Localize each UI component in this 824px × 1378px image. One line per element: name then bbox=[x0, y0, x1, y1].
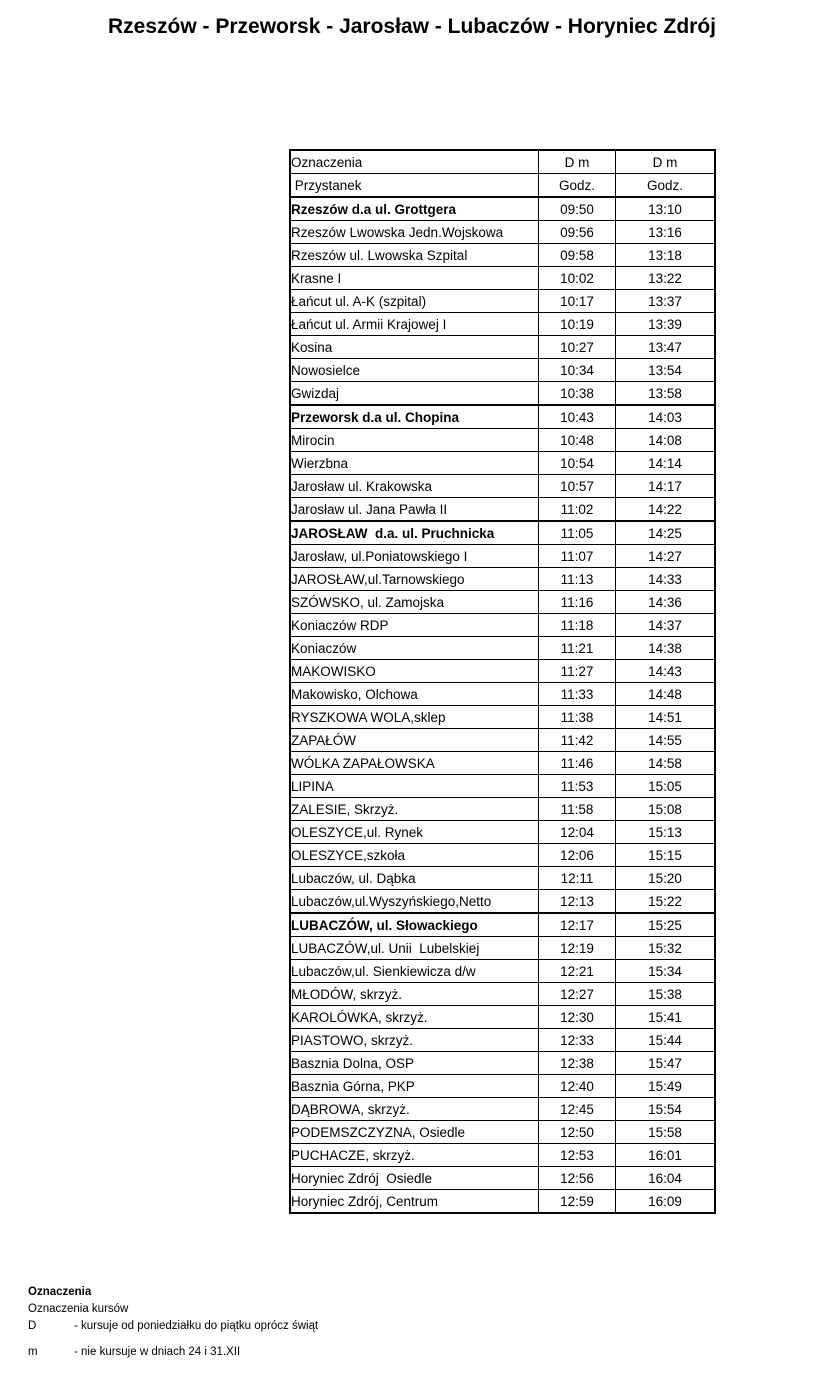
stop-name-cell: DĄBROWA, skrzyż. bbox=[290, 1098, 539, 1121]
time-cell-1: 10:19 bbox=[539, 313, 616, 336]
time-cell-2: 13:18 bbox=[616, 244, 716, 267]
time-cell-1: 09:56 bbox=[539, 221, 616, 244]
stop-name-cell: JAROSŁAW d.a. ul. Pruchnicka bbox=[290, 521, 539, 545]
time-cell-1: 11:21 bbox=[539, 637, 616, 660]
time-cell-2: 14:17 bbox=[616, 475, 716, 498]
table-row bbox=[290, 983, 715, 1006]
legend-item bbox=[28, 1344, 318, 1361]
table-row bbox=[290, 706, 715, 729]
time-cell-2: 15:41 bbox=[616, 1006, 716, 1029]
stop-name-cell: Koniaczów RDP bbox=[290, 614, 539, 637]
time-cell-1: 12:30 bbox=[539, 1006, 616, 1029]
table-row bbox=[290, 1121, 715, 1144]
time-cell-1: 12:33 bbox=[539, 1029, 616, 1052]
time-cell-2: 13:47 bbox=[616, 336, 716, 359]
stop-name-cell: Gwizdaj bbox=[290, 382, 539, 406]
table-row bbox=[290, 1052, 715, 1075]
stop-name-cell: Łańcut ul. Armii Krajowej I bbox=[290, 313, 539, 336]
time-cell-1: 09:58 bbox=[539, 244, 616, 267]
stop-name-cell: Wierzbna bbox=[290, 452, 539, 475]
time-cell-2: 14:22 bbox=[616, 498, 716, 522]
table-row bbox=[290, 960, 715, 983]
table-row bbox=[290, 1167, 715, 1190]
stop-name-cell: MAKOWISKO bbox=[290, 660, 539, 683]
stop-name-cell: JAROSŁAW,ul.Tarnowskiego bbox=[290, 568, 539, 591]
time-cell-1: 11:46 bbox=[539, 752, 616, 775]
legend-heading: Oznaczenia bbox=[28, 1286, 92, 1298]
table-row bbox=[290, 221, 715, 244]
time-cell-1: 10:48 bbox=[539, 429, 616, 452]
table-row bbox=[290, 1144, 715, 1167]
time-cell-2: 15:58 bbox=[616, 1121, 716, 1144]
time-cell-1: 11:07 bbox=[539, 545, 616, 568]
time-cell-2: 15:32 bbox=[616, 937, 716, 960]
column-header-przystanek: Przystanek bbox=[290, 174, 539, 198]
table-row bbox=[290, 359, 715, 382]
time-cell-1: 11:05 bbox=[539, 521, 616, 545]
time-cell-2: 13:10 bbox=[616, 197, 716, 221]
column-header-godz-2: Godz. bbox=[616, 174, 716, 198]
time-cell-2: 15:34 bbox=[616, 960, 716, 983]
time-cell-1: 12:53 bbox=[539, 1144, 616, 1167]
page-title: Rzeszów - Przeworsk - Jarosław - Lubaczów - Horyniec Zdrój bbox=[108, 15, 716, 38]
stop-name-cell: Nowosielce bbox=[290, 359, 539, 382]
time-cell-2: 15:22 bbox=[616, 890, 716, 914]
table-row bbox=[290, 568, 715, 591]
table-row bbox=[290, 429, 715, 452]
table-row bbox=[290, 775, 715, 798]
legend bbox=[28, 1284, 318, 1361]
time-cell-1: 12:04 bbox=[539, 821, 616, 844]
time-cell-1: 11:42 bbox=[539, 729, 616, 752]
stop-name-cell: Jarosław ul. Jana Pawła II bbox=[290, 498, 539, 522]
stop-name-cell: ZAPAŁÓW bbox=[290, 729, 539, 752]
column-header-dm-1: D m bbox=[539, 150, 616, 174]
stop-name-cell: MŁODÓW, skrzyż. bbox=[290, 983, 539, 1006]
time-cell-1: 12:59 bbox=[539, 1190, 616, 1214]
time-cell-1: 11:58 bbox=[539, 798, 616, 821]
column-header-oznaczenia: Oznaczenia bbox=[290, 150, 539, 174]
table-row bbox=[290, 475, 715, 498]
time-cell-1: 12:11 bbox=[539, 867, 616, 890]
table-row bbox=[290, 913, 715, 937]
table-row bbox=[290, 521, 715, 545]
legend-item bbox=[28, 1318, 318, 1335]
table-row bbox=[290, 267, 715, 290]
stop-name-cell: Łańcut ul. A-K (szpital) bbox=[290, 290, 539, 313]
time-cell-1: 12:40 bbox=[539, 1075, 616, 1098]
time-cell-2: 14:48 bbox=[616, 683, 716, 706]
time-cell-2: 14:27 bbox=[616, 545, 716, 568]
table-row bbox=[290, 545, 715, 568]
time-cell-1: 09:50 bbox=[539, 197, 616, 221]
time-cell-2: 14:58 bbox=[616, 752, 716, 775]
header-row-stops bbox=[290, 174, 715, 198]
time-cell-2: 14:36 bbox=[616, 591, 716, 614]
time-cell-2: 14:55 bbox=[616, 729, 716, 752]
timetable-table bbox=[289, 149, 716, 1214]
table-row bbox=[290, 405, 715, 429]
stop-name-cell: Rzeszów Lwowska Jedn.Wojskowa bbox=[290, 221, 539, 244]
table-row bbox=[290, 660, 715, 683]
stop-name-cell: Mirocin bbox=[290, 429, 539, 452]
time-cell-1: 10:02 bbox=[539, 267, 616, 290]
stop-name-cell: Lubaczów,ul. Sienkiewicza d/w bbox=[290, 960, 539, 983]
table-row bbox=[290, 752, 715, 775]
table-row bbox=[290, 867, 715, 890]
stop-name-cell: RYSZKOWA WOLA,sklep bbox=[290, 706, 539, 729]
time-cell-1: 11:33 bbox=[539, 683, 616, 706]
time-cell-1: 10:54 bbox=[539, 452, 616, 475]
stop-name-cell: ZALESIE, Skrzyż. bbox=[290, 798, 539, 821]
time-cell-1: 12:27 bbox=[539, 983, 616, 1006]
legend-symbol: D bbox=[28, 1320, 37, 1332]
time-cell-2: 13:22 bbox=[616, 267, 716, 290]
table-row bbox=[290, 614, 715, 637]
timetable bbox=[289, 149, 716, 1214]
stop-name-cell: OLESZYCE,szkoła bbox=[290, 844, 539, 867]
stop-name-cell: Horyniec Zdrój Osiedle bbox=[290, 1167, 539, 1190]
stop-name-cell: LUBACZÓW, ul. Słowackiego bbox=[290, 913, 539, 937]
legend-subheading: Oznaczenia kursów bbox=[28, 1303, 129, 1315]
time-cell-1: 11:02 bbox=[539, 498, 616, 522]
table-row bbox=[290, 244, 715, 267]
stop-name-cell: LUBACZÓW,ul. Unii Lubelskiej bbox=[290, 937, 539, 960]
time-cell-2: 15:49 bbox=[616, 1075, 716, 1098]
stop-name-cell: Jarosław, ul.Poniatowskiego I bbox=[290, 545, 539, 568]
time-cell-1: 12:21 bbox=[539, 960, 616, 983]
table-row bbox=[290, 890, 715, 914]
stop-name-cell: Rzeszów ul. Lwowska Szpital bbox=[290, 244, 539, 267]
time-cell-1: 11:18 bbox=[539, 614, 616, 637]
time-cell-2: 14:08 bbox=[616, 429, 716, 452]
stop-name-cell: Basznia Dolna, OSP bbox=[290, 1052, 539, 1075]
time-cell-1: 12:06 bbox=[539, 844, 616, 867]
time-cell-2: 16:04 bbox=[616, 1167, 716, 1190]
time-cell-2: 15:54 bbox=[616, 1098, 716, 1121]
stop-name-cell: SZÓWSKO, ul. Zamojska bbox=[290, 591, 539, 614]
time-cell-2: 15:20 bbox=[616, 867, 716, 890]
time-cell-1: 12:50 bbox=[539, 1121, 616, 1144]
table-row bbox=[290, 821, 715, 844]
time-cell-2: 15:38 bbox=[616, 983, 716, 1006]
time-cell-2: 15:47 bbox=[616, 1052, 716, 1075]
time-cell-1: 11:53 bbox=[539, 775, 616, 798]
stop-name-cell: Przeworsk d.a ul. Chopina bbox=[290, 405, 539, 429]
legend-symbol: m bbox=[28, 1346, 38, 1358]
time-cell-1: 12:13 bbox=[539, 890, 616, 914]
time-cell-1: 11:16 bbox=[539, 591, 616, 614]
table-row bbox=[290, 452, 715, 475]
time-cell-2: 14:37 bbox=[616, 614, 716, 637]
stop-name-cell: Rzeszów d.a ul. Grottgera bbox=[290, 197, 539, 221]
table-row bbox=[290, 937, 715, 960]
stop-name-cell: LIPINA bbox=[290, 775, 539, 798]
table-row bbox=[290, 729, 715, 752]
stop-name-cell: PUCHACZE, skrzyż. bbox=[290, 1144, 539, 1167]
table-row bbox=[290, 1075, 715, 1098]
column-header-godz-1: Godz. bbox=[539, 174, 616, 198]
stop-name-cell: Basznia Górna, PKP bbox=[290, 1075, 539, 1098]
header-row-markings bbox=[290, 150, 715, 174]
stop-name-cell: Lubaczów,ul.Wyszyńskiego,Netto bbox=[290, 890, 539, 914]
column-header-dm-2: D m bbox=[616, 150, 716, 174]
stop-name-cell: PODEMSZCZYZNA, Osiedle bbox=[290, 1121, 539, 1144]
time-cell-2: 13:54 bbox=[616, 359, 716, 382]
stop-name-cell: KAROLÓWKA, skrzyż. bbox=[290, 1006, 539, 1029]
time-cell-1: 11:27 bbox=[539, 660, 616, 683]
table-row bbox=[290, 313, 715, 336]
time-cell-1: 12:45 bbox=[539, 1098, 616, 1121]
time-cell-2: 13:58 bbox=[616, 382, 716, 406]
table-row bbox=[290, 591, 715, 614]
table-row bbox=[290, 844, 715, 867]
time-cell-2: 13:37 bbox=[616, 290, 716, 313]
table-row bbox=[290, 1006, 715, 1029]
time-cell-1: 12:17 bbox=[539, 913, 616, 937]
time-cell-2: 15:13 bbox=[616, 821, 716, 844]
time-cell-1: 11:13 bbox=[539, 568, 616, 591]
time-cell-2: 15:08 bbox=[616, 798, 716, 821]
table-row bbox=[290, 798, 715, 821]
time-cell-1: 10:17 bbox=[539, 290, 616, 313]
time-cell-1: 12:38 bbox=[539, 1052, 616, 1075]
table-row bbox=[290, 637, 715, 660]
table-row bbox=[290, 197, 715, 221]
time-cell-2: 15:15 bbox=[616, 844, 716, 867]
table-row bbox=[290, 290, 715, 313]
table-row bbox=[290, 382, 715, 406]
stop-name-cell: OLESZYCE,ul. Rynek bbox=[290, 821, 539, 844]
time-cell-2: 15:25 bbox=[616, 913, 716, 937]
legend-description: - kursuje od poniedziałku do piątku oprócz świąt bbox=[74, 1320, 319, 1332]
time-cell-2: 16:09 bbox=[616, 1190, 716, 1214]
table-row bbox=[290, 1029, 715, 1052]
time-cell-2: 14:51 bbox=[616, 706, 716, 729]
time-cell-1: 11:38 bbox=[539, 706, 616, 729]
time-cell-2: 14:14 bbox=[616, 452, 716, 475]
time-cell-2: 13:16 bbox=[616, 221, 716, 244]
time-cell-2: 14:03 bbox=[616, 405, 716, 429]
time-cell-2: 14:38 bbox=[616, 637, 716, 660]
time-cell-2: 13:39 bbox=[616, 313, 716, 336]
stop-name-cell: PIASTOWO, skrzyż. bbox=[290, 1029, 539, 1052]
time-cell-1: 10:57 bbox=[539, 475, 616, 498]
time-cell-2: 14:33 bbox=[616, 568, 716, 591]
stop-name-cell: Horyniec Zdrój, Centrum bbox=[290, 1190, 539, 1214]
time-cell-1: 10:27 bbox=[539, 336, 616, 359]
time-cell-1: 12:56 bbox=[539, 1167, 616, 1190]
legend-description: - nie kursuje w dniach 24 i 31.XII bbox=[74, 1346, 241, 1358]
time-cell-1: 12:19 bbox=[539, 937, 616, 960]
table-row bbox=[290, 683, 715, 706]
table-row bbox=[290, 498, 715, 522]
table-row bbox=[290, 1190, 715, 1214]
time-cell-1: 10:43 bbox=[539, 405, 616, 429]
stop-name-cell: Krasne I bbox=[290, 267, 539, 290]
table-row bbox=[290, 1098, 715, 1121]
stop-name-cell: Koniaczów bbox=[290, 637, 539, 660]
stop-name-cell: Jarosław ul. Krakowska bbox=[290, 475, 539, 498]
stop-name-cell: Lubaczów, ul. Dąbka bbox=[290, 867, 539, 890]
time-cell-2: 15:05 bbox=[616, 775, 716, 798]
time-cell-1: 10:38 bbox=[539, 382, 616, 406]
time-cell-2: 14:25 bbox=[616, 521, 716, 545]
table-row bbox=[290, 336, 715, 359]
time-cell-2: 14:43 bbox=[616, 660, 716, 683]
time-cell-1: 10:34 bbox=[539, 359, 616, 382]
stop-name-cell: Makowisko, Olchowa bbox=[290, 683, 539, 706]
stop-name-cell: WÓLKA ZAPAŁOWSKA bbox=[290, 752, 539, 775]
stop-name-cell: Kosina bbox=[290, 336, 539, 359]
time-cell-2: 16:01 bbox=[616, 1144, 716, 1167]
time-cell-2: 15:44 bbox=[616, 1029, 716, 1052]
